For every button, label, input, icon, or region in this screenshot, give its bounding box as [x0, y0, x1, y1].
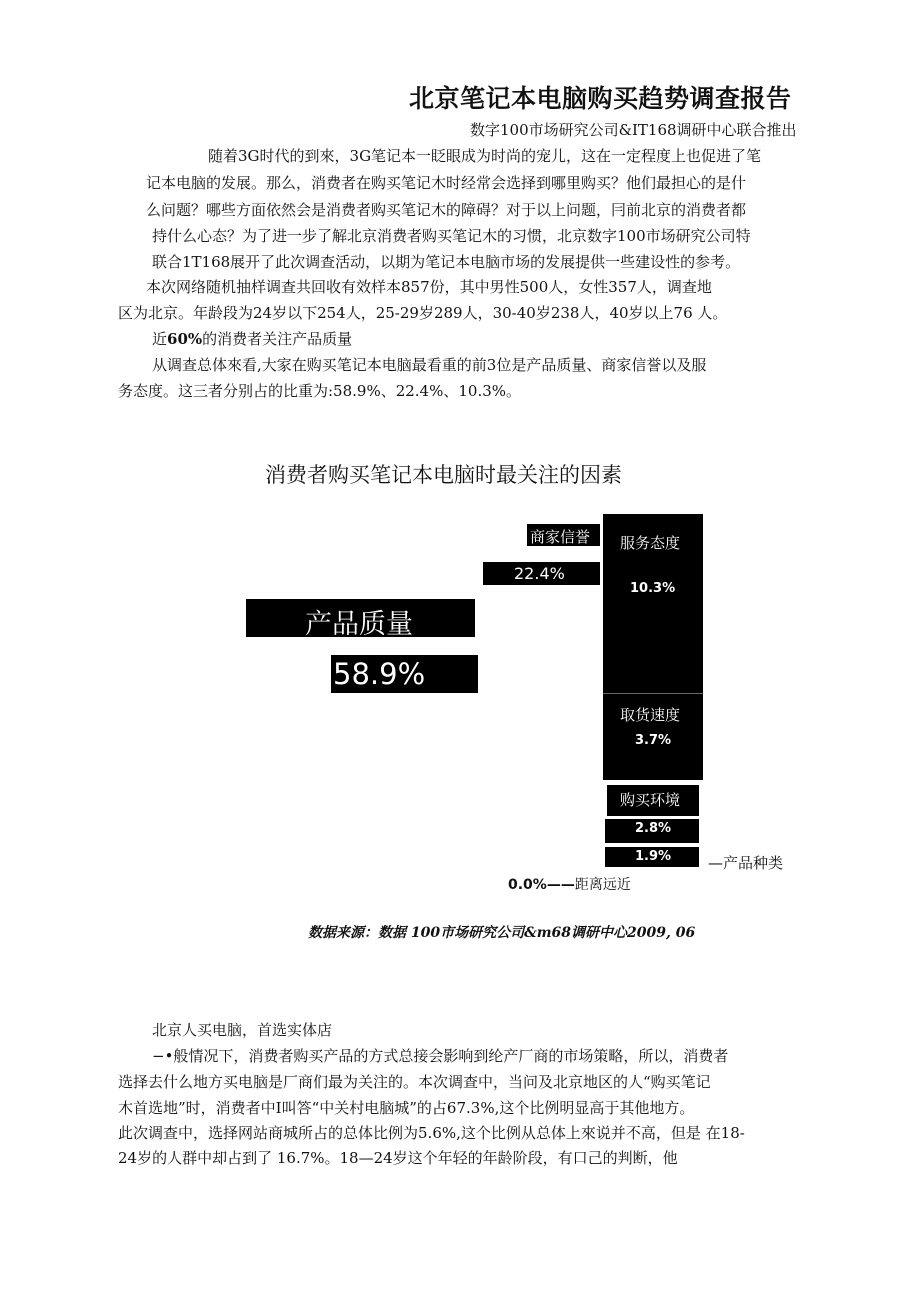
- sample-line: 本次网络随机抽样调查共回收有效样本857份，其中男性500人，女性357人，调查地: [146, 278, 712, 296]
- subtitle: 数字100市场研究公司&IT168调研中心联合推出: [470, 121, 797, 139]
- label-product-type-text: 产品种类: [723, 854, 784, 872]
- value-service-attitude: 10.3%: [630, 581, 676, 596]
- value-merchant-reputation: 22.4%: [514, 564, 565, 583]
- intro-line: 么问题？哪些方面依然会是消费者购买笔记木的障碍？对于以上问题，冃前北京的消费者都: [146, 201, 747, 219]
- para3-line: 24岁的人群中却占到了 16.7%。18—24岁这个年轻的年龄阶段，有口己的判断，他: [118, 1149, 678, 1167]
- leader-dash: ——: [546, 877, 575, 893]
- label-service-attitude: 服务态度: [620, 534, 681, 552]
- page-title: 北京笔记本电脑购买趋势调查报告: [409, 84, 792, 113]
- divider: [603, 693, 703, 694]
- value-product-type: 1.9%: [635, 849, 672, 864]
- label-merchant-reputation: 商家信誉: [530, 528, 591, 546]
- intro-line: 随着3G时代的到來，3G笔记本一眨眼成为时尚的宠儿，这在一定程度上也促进了笔: [208, 147, 762, 165]
- intro-line: 联合1T168展开了此次调查活动，以期为笔记本电脑市场的发展提供一些建设性的参考。: [152, 253, 741, 271]
- label-product-quality: 产品质量: [305, 609, 413, 640]
- label-product-type: [708, 852, 783, 873]
- value-distance: 0.0%: [508, 877, 547, 893]
- label-purchase-environment: 购买环境: [620, 791, 681, 809]
- heading-prefix: 近: [152, 330, 168, 348]
- data-source: 数据来源：数据 100市场研究公司&m68调研中心2009, 06: [308, 925, 696, 941]
- section3-title: 北京人买电脑，首选实体店: [152, 1021, 333, 1039]
- sample-line: 区为北京。年龄段为24岁以下254人，25-29岁289人，30-40岁238人，40岁以上76 人。: [118, 304, 728, 322]
- value-purchase-environment: 2.8%: [635, 821, 672, 836]
- para2-line: 从调查总体來看,大家在购买笔记本电脑最看重的前3位是产品质量、商家信誉以及服: [152, 356, 707, 374]
- chart-title: 消费者购买笔记本电脑时最关注的因素: [265, 463, 622, 487]
- label-distance: [508, 874, 631, 894]
- intro-line: 持什么心态？为了进一步了解北京消费者购买笔记木的习惯，北京数字100市场研究公司特: [152, 227, 751, 245]
- section-heading-quality: [152, 329, 352, 349]
- para3-line: 此次调查中，选择网站商城所占的总体比例为5.6%,这个比例从总体上來说并不高，但是 在18-: [118, 1124, 745, 1142]
- leader-dash: —: [708, 854, 723, 872]
- intro-line: 记本电脑的发展。那么，消费者在购买笔记木时经常会选择到哪里购买？他们最担心的是什: [146, 174, 747, 192]
- label-delivery-speed: 取货速度: [620, 706, 681, 724]
- value-product-quality: 58.9%: [333, 657, 426, 691]
- label-distance-text: 距离远近: [574, 877, 631, 893]
- para3-line: −•般情况下，消费者购买产品的方式总接会影响到纶产厂商的市场策略，所以，消费者: [152, 1047, 729, 1065]
- para2-line: 务态度。这三者分别占的比重为:58.9%、22.4%、10.3%。: [118, 382, 522, 400]
- heading-suffix: 的消费者关注产品质量: [202, 330, 353, 348]
- para3-line: 选择去什么地方买电脑是厂商们最为关注的。本次调查中，当问及北京地区的人“购买笔记: [118, 1073, 711, 1091]
- value-delivery-speed: 3.7%: [635, 733, 672, 748]
- para3-line: 木首选地”时，消费者中I叫答“中关村电脑城”的占67.3%,这个比例明显高于其他地方。: [118, 1099, 695, 1117]
- heading-bold: 60%: [167, 330, 203, 348]
